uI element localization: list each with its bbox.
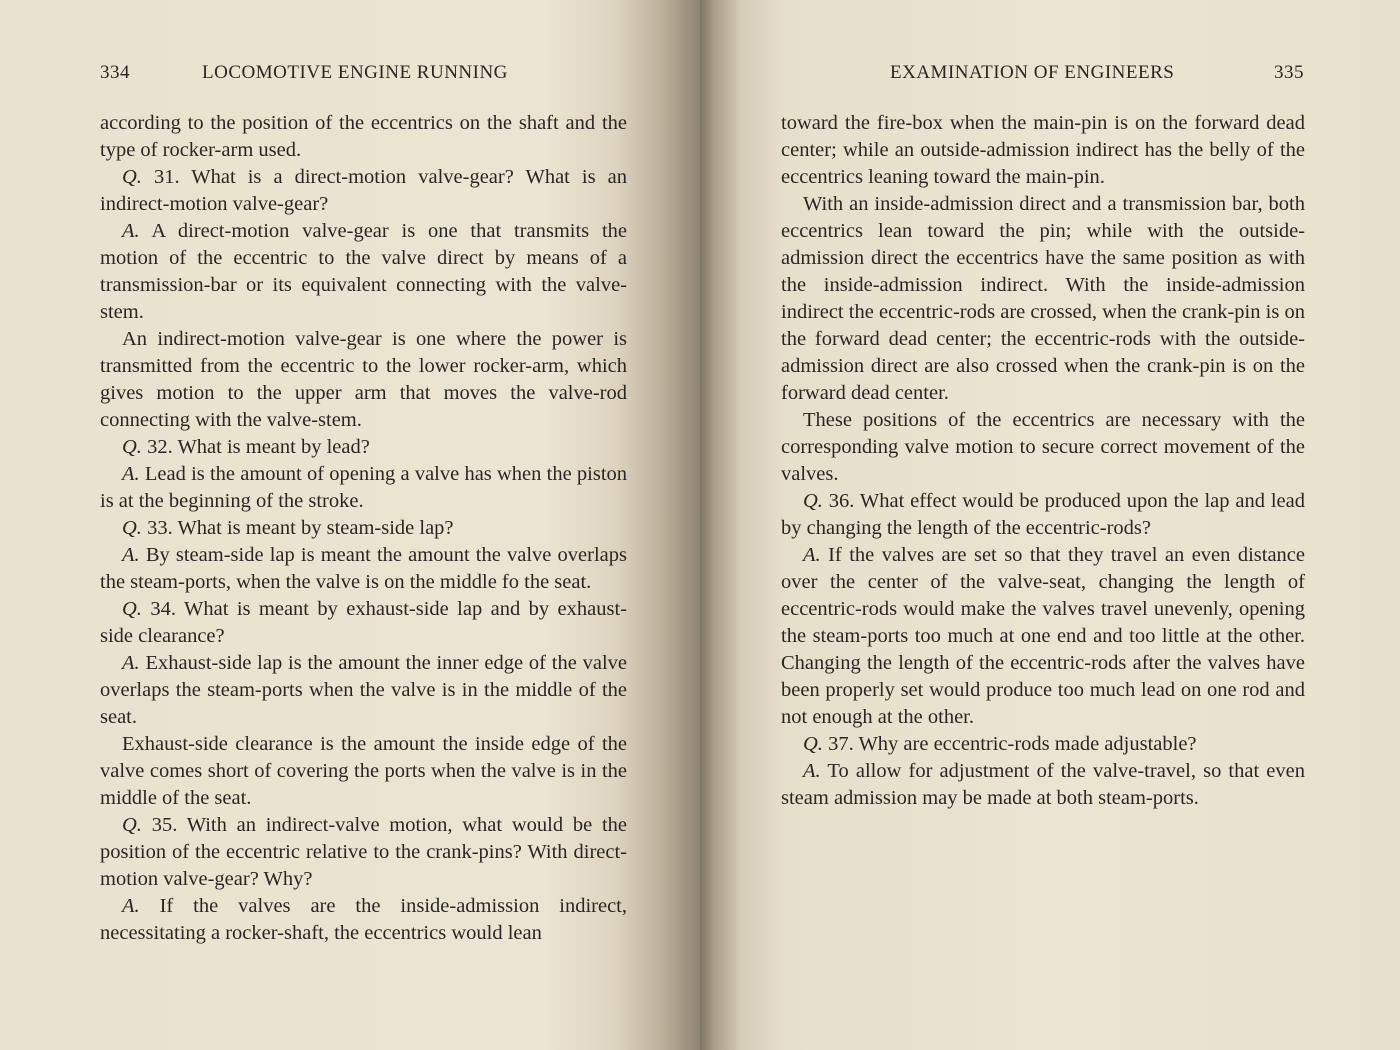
left-page-body — [100, 110, 627, 947]
paragraph: Q. 35. With an indirect-valve motion, what would be the position of the eccentric relative to the crank-pins? With direct-motion valve-gear? Why? — [100, 814, 627, 890]
paragraph: Exhaust-side clearance is the amount the inside edge of the valve comes short of covering the ports when the valve is in the middle of the seat. — [100, 733, 627, 809]
running-head: LOCOMOTIVE ENGINE RUNNING — [202, 62, 508, 83]
paragraph: A. Exhaust-side lap is the amount the inner edge of the valve overlaps the steam-ports when the valve is in the middle of the seat. — [100, 652, 628, 728]
paragraph: A. A direct-motion valve-gear is one that transmits the motion of the eccentric to the valve direct by means of a transmission-bar or its equivalent connecting with the valve-stem. — [100, 220, 627, 323]
paragraph: A. If the valves are set so that they travel an even distance over the center of the valve-seat, changing the length of eccentric-rods would make the valves travel unevenly, opening the steam-ports too much at one end and too little at the other. Changing the length of the eccentric-rods after the valves have been properly set would produce too much lead on one rod and not enough at the other. — [781, 544, 1305, 728]
paragraph: Q. 36. What effect would be produced upon the lap and lead by changing the length of the eccentric-rods? — [781, 490, 1305, 539]
paragraph: toward the fire-box when the main-pin is on the forward dead center; while an outside-admission indirect has the belly of the eccentrics leaning toward the main-pin. — [781, 112, 1305, 188]
paragraph: An indirect-motion valve-gear is one where the power is transmitted from the eccentric to the lower rocker-arm, which gives motion to the upper arm that moves the valve-rod connecting with the valve-stem. — [100, 328, 627, 431]
running-head: EXAMINATION OF ENGINEERS — [890, 62, 1175, 83]
paragraph: A. To allow for adjustment of the valve-travel, so that even steam admission may be made at both steam-ports. — [781, 760, 1305, 809]
paragraph: Q. 34. What is meant by exhaust-side lap and by exhaust-side clearance? — [100, 598, 628, 647]
paragraph: Q. 32. What is meant by lead? — [122, 436, 370, 458]
right-page-body — [781, 110, 1305, 812]
paragraph: A. Lead is the amount of opening a valve has when the piston is at the beginning of the stroke. — [100, 463, 628, 512]
paragraph: These positions of the eccentrics are necessary with the corresponding valve motion to secure correct movement of the valves. — [781, 409, 1305, 485]
page-number: 335 — [1274, 62, 1304, 83]
paragraph: Q. 33. What is meant by steam-side lap? — [122, 517, 454, 539]
paragraph: A. If the valves are the inside-admission indirect, necessitating a rocker-shaft, the eccentrics would lean — [100, 895, 628, 944]
paragraph: Q. 31. What is a direct-motion valve-gear? What is an indirect-motion valve-gear? — [100, 166, 627, 215]
paragraph: according to the position of the eccentrics on the shaft and the type of rocker-arm used. — [100, 112, 627, 161]
paragraph: A. By steam-side lap is meant the amount the valve overlaps the steam-ports, when the valve is on the middle fo the seat. — [100, 544, 627, 593]
paragraph: With an inside-admission direct and a transmission bar, both eccentrics lean toward the pin; while with the outside-admission direct the eccentrics have the same position as with the inside-admission indirect. With the inside-admission indirect the eccentric-rods are crossed, when the crank-pin is on the forward dead center; the eccentric-rods with the outside-admission direct are also crossed when the crank-pin is on the forward dead center. — [781, 193, 1305, 404]
page-number: 334 — [100, 62, 130, 83]
paragraph: Q. 37. Why are eccentric-rods made adjustable? — [803, 733, 1197, 755]
